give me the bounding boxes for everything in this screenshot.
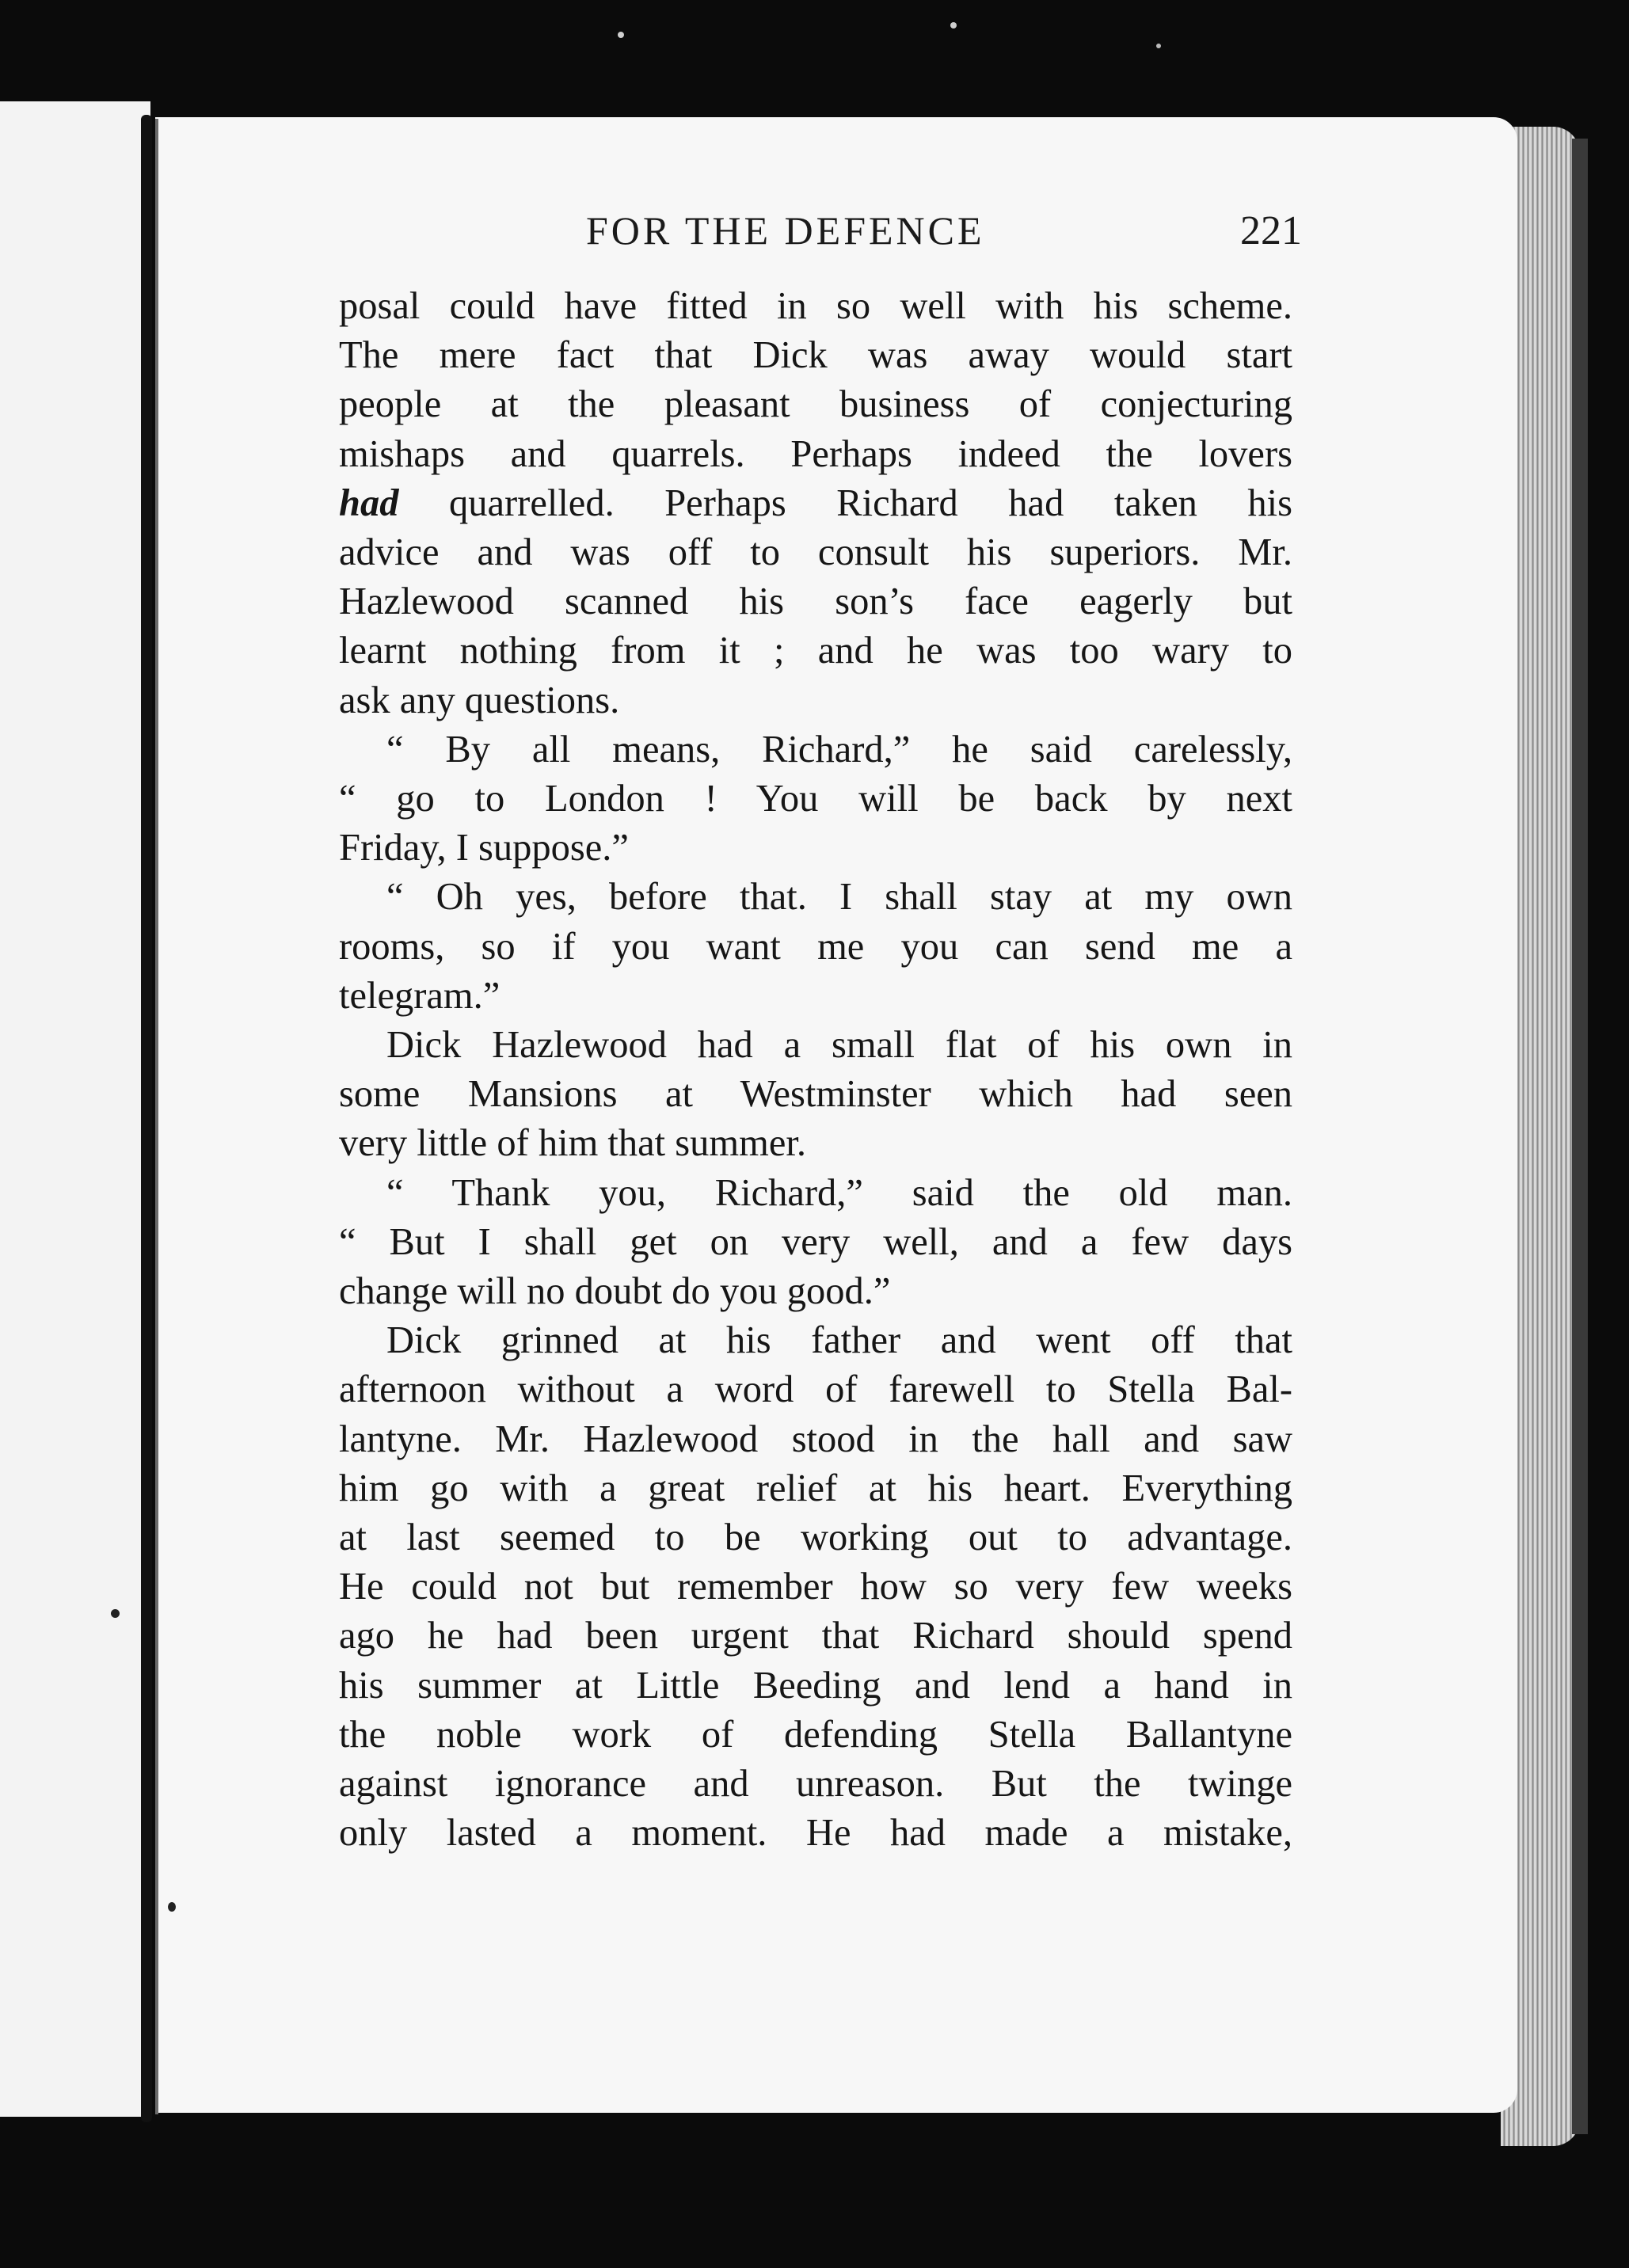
- text-line: Dick grinned at his father and went off that: [386, 1319, 1292, 1362]
- dust-speck: [618, 32, 624, 38]
- text-line: ask any questions.: [339, 679, 620, 721]
- dust-speck: [950, 22, 957, 29]
- text-line: mishaps and quarrels. Perhaps indeed the lovers: [339, 432, 1292, 475]
- text-line: people at the pleasant business of conjecturing: [339, 383, 1292, 426]
- text-line: telegram.”: [339, 974, 500, 1017]
- page-number: 221: [1240, 208, 1302, 253]
- gutter-shadow: [155, 119, 158, 2114]
- text-line: “ Oh yes, before that. I shall stay at my own: [386, 876, 1292, 919]
- left-page-edge: [0, 101, 150, 2117]
- text-line: Dick Hazlewood had a small flat of his own in: [386, 1024, 1292, 1067]
- dust-speck: [168, 1902, 176, 1912]
- text-line: very little of him that summer.: [339, 1122, 806, 1165]
- text-line: only lasted a moment. He had made a mistake,: [339, 1812, 1292, 1855]
- body-text: [339, 282, 1292, 1859]
- text-line: him go with a great relief at his heart. Everything: [339, 1467, 1292, 1509]
- text-line: at last seemed to be working out to advantage.: [339, 1516, 1292, 1559]
- text-line: advice and was off to consult his superiors. Mr.: [339, 531, 1292, 574]
- text-line: his summer at Little Beeding and lend a hand in: [339, 1664, 1292, 1707]
- text-line: [339, 479, 1292, 528]
- running-head-title: FOR THE DEFENCE: [586, 208, 985, 253]
- text-line: the noble work of defending Stella Ballantyne: [339, 1713, 1292, 1756]
- text-line: He could not but remember how so very few weeks: [339, 1566, 1292, 1608]
- text-line: against ignorance and unreason. But the twinge: [339, 1763, 1292, 1806]
- text-line: learnt nothing from it ; and he was too wary to: [339, 630, 1292, 672]
- text-line: change will no doubt do you good.”: [339, 1270, 891, 1313]
- dust-speck: [1156, 44, 1161, 48]
- emphasis-word: had: [339, 481, 399, 524]
- page-edge-shadow: [1572, 139, 1588, 2134]
- text-line: “ But I shall get on very well, and a few days: [339, 1220, 1292, 1263]
- text-line: rooms, so if you want me you can send me a: [339, 925, 1292, 968]
- text-line: “ go to London ! You will be back by next: [339, 778, 1292, 820]
- text-line: “ By all means, Richard,” he said carelessly,: [386, 728, 1292, 771]
- text-line: ago he had been urgent that Richard should spend: [339, 1615, 1292, 1657]
- text-line: some Mansions at Westminster which had seen: [339, 1073, 1292, 1116]
- text-line: posal could have fitted in so well with his scheme.: [339, 285, 1292, 327]
- text-line: “ Thank you, Richard,” said the old man.: [386, 1171, 1292, 1214]
- running-head: [341, 207, 1302, 271]
- gutter-line: [141, 115, 152, 2122]
- text-line: Friday, I suppose.”: [339, 827, 629, 870]
- text-line: afternoon without a word of farewell to Stella Bal-: [339, 1368, 1292, 1411]
- text-line-segment: quarrelled. Perhaps Richard had taken his: [398, 481, 1292, 524]
- text-line: The mere fact that Dick was away would start: [339, 334, 1292, 377]
- dust-speck: [111, 1609, 120, 1618]
- text-line: lantyne. Mr. Hazlewood stood in the hall and saw: [339, 1418, 1292, 1460]
- text-line: Hazlewood scanned his son’s face eagerly but: [339, 580, 1292, 623]
